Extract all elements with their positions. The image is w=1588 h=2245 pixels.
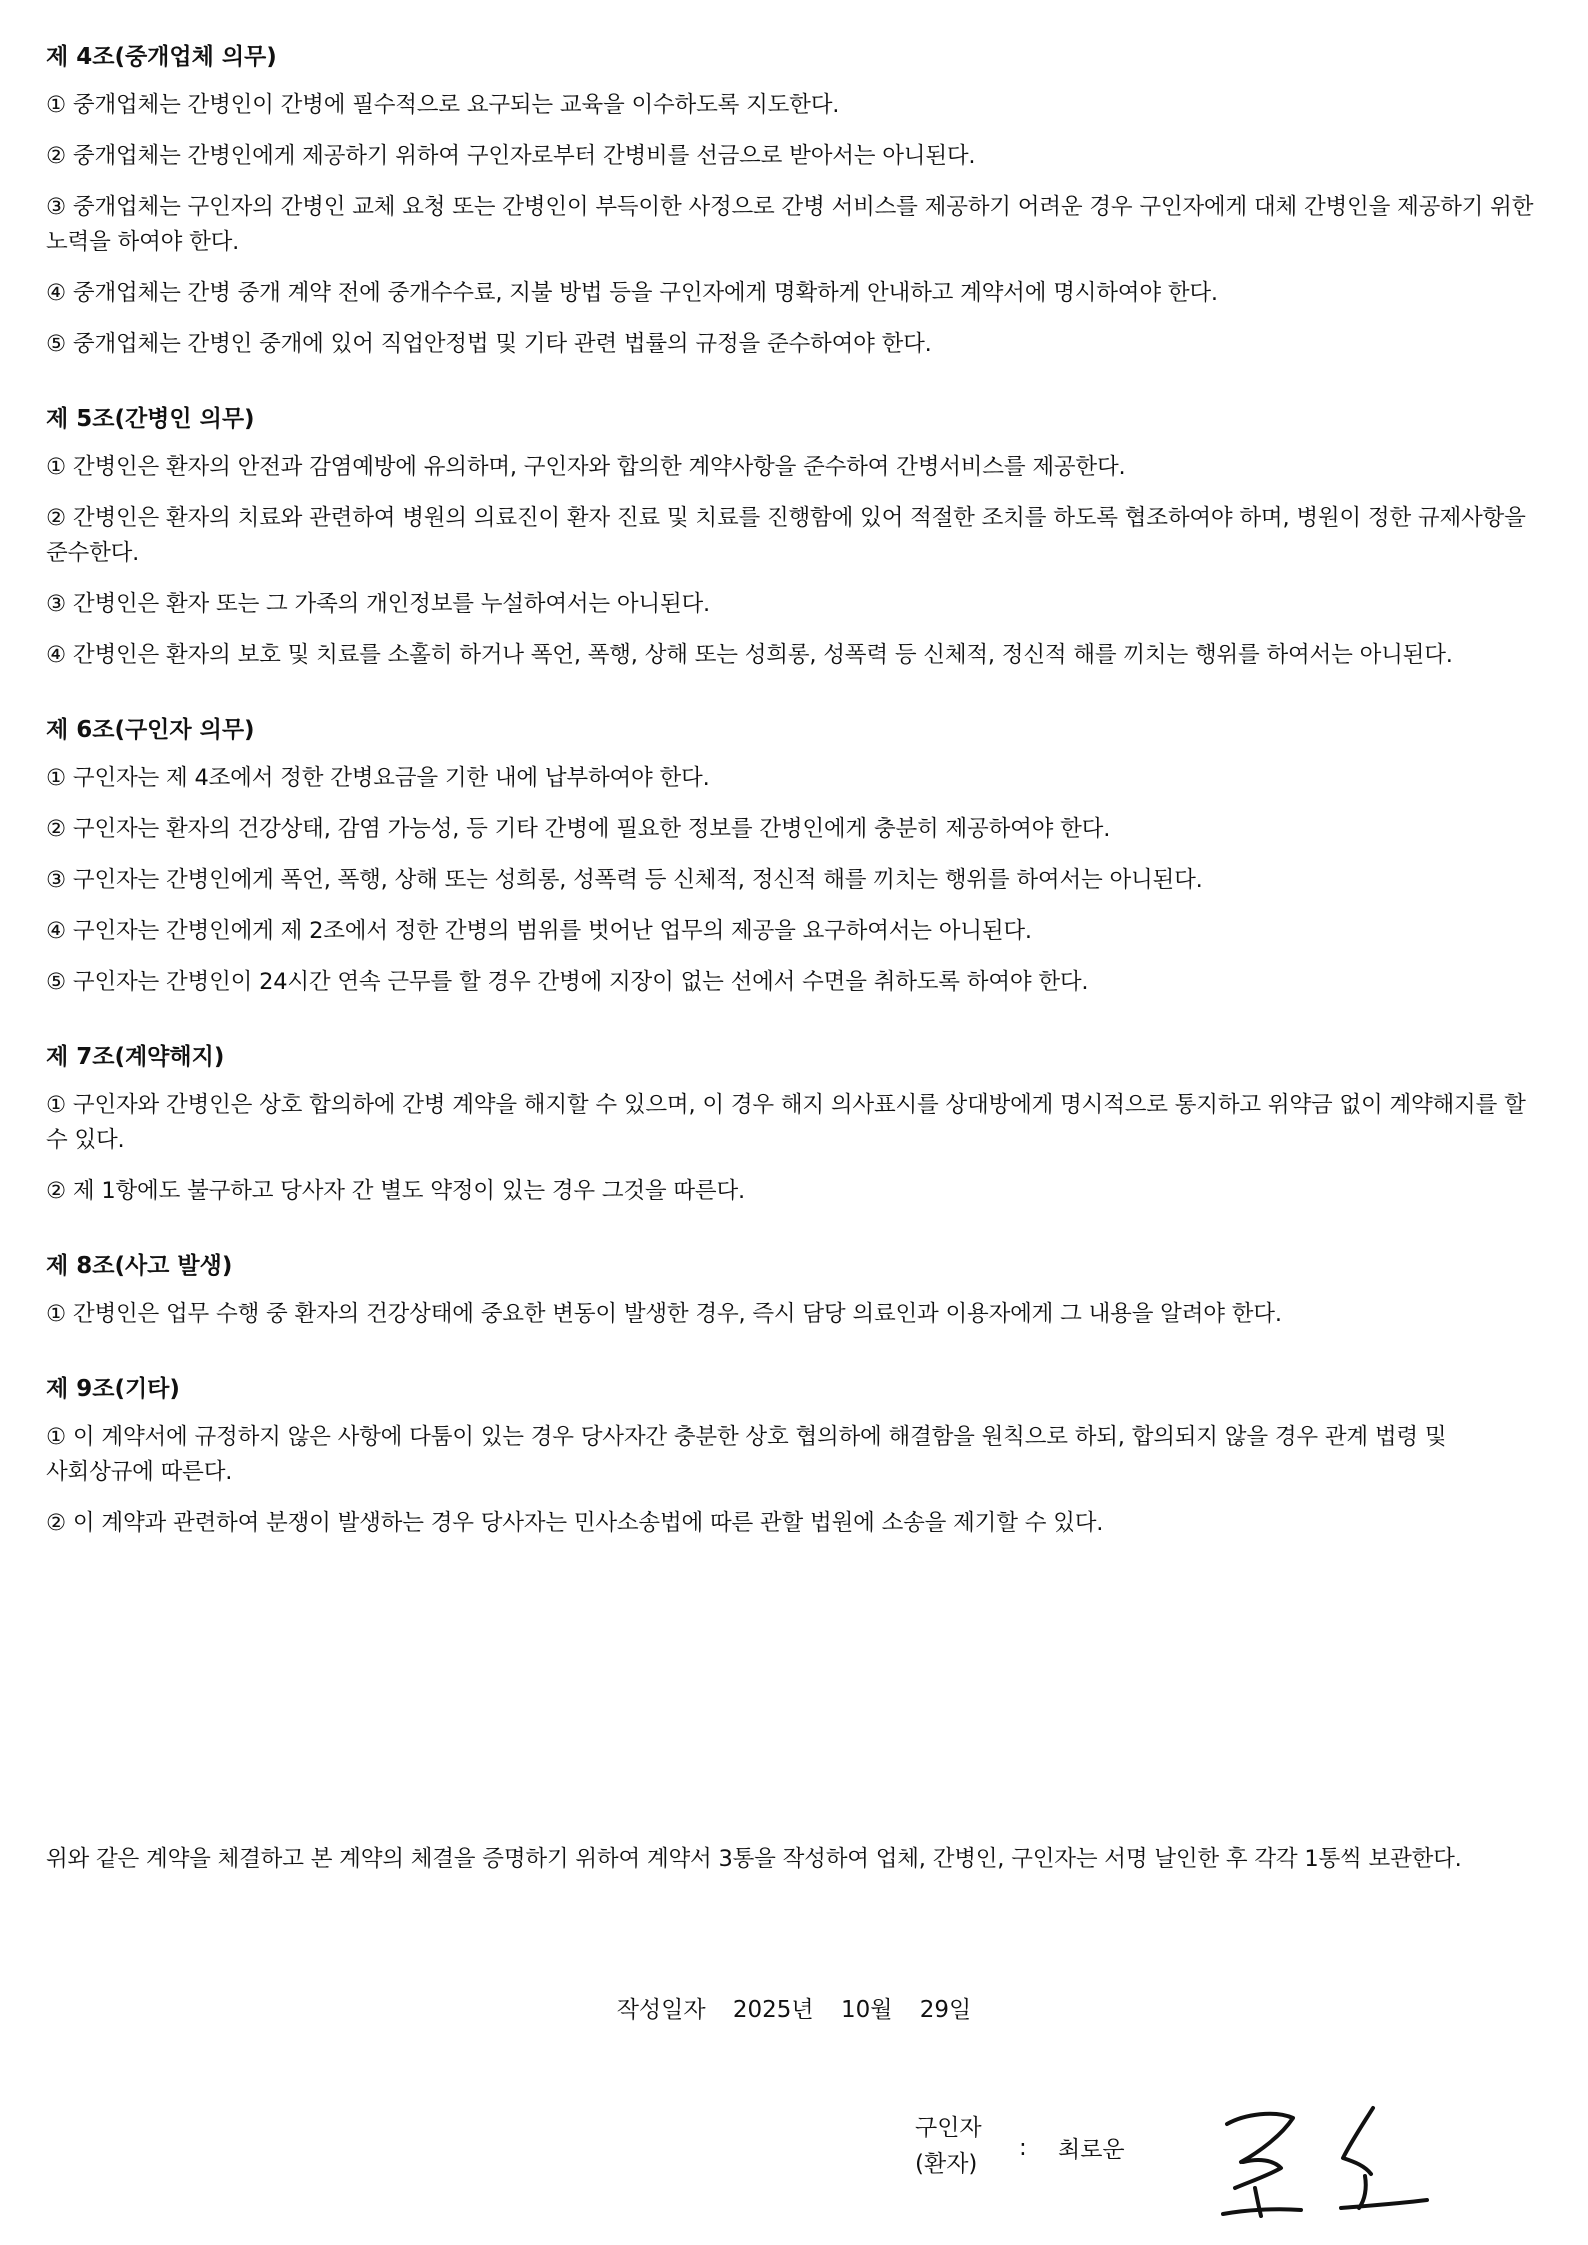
article-8 (46, 1249, 1551, 1332)
clause: ① 중개업체는 간병인이 간병에 필수적으로 요구되는 교육을 이수하도록 지도한다. (46, 92, 840, 118)
clause: ⑤ 중개업체는 간병인 중개에 있어 직업안정법 및 기타 관련 법률의 규정을 준수하여야 한다. (46, 331, 932, 357)
date-label: 작성일자 (616, 1997, 706, 2023)
clause: ② 제 1항에도 불구하고 당사자 간 별도 약정이 있는 경우 그것을 따른다. (46, 1178, 745, 1204)
article-9 (46, 1372, 1551, 1541)
clause: ② 중개업체는 간병인에게 제공하기 위하여 구인자로부터 간병비를 선금으로 받아서는 아니된다. (46, 143, 976, 169)
date-year: 2025년 (732, 1997, 814, 2023)
contract-body (46, 40, 1551, 1581)
date-day: 29일 (919, 1997, 972, 2023)
clause: ④ 중개업체는 간병 중개 계약 전에 중개수수료, 지불 방법 등을 구인자에게 명확하게 안내하고 계약서에 명시하여야 한다. (46, 280, 1218, 306)
clause: ① 간병인은 환자의 안전과 감염예방에 유의하며, 구인자와 합의한 계약사항을 준수하여 간병서비스를 제공한다. (46, 454, 1126, 480)
article-title: 제 9조(기타) (46, 1376, 180, 1402)
signer-role-line1: 구인자 (915, 2115, 982, 2141)
signer-name: 최로운 (1058, 2137, 1125, 2163)
clause: ④ 구인자는 간병인에게 제 2조에서 정한 간병의 범위를 벗어난 업무의 제공을 요구하여서는 아니된다. (46, 918, 1032, 944)
clause: ② 간병인은 환자의 치료와 관련하여 병원의 의료진이 환자 진료 및 치료를 진행함에 있어 적절한 조치를 하도록 협조하여야 하며, 병원이 정한 규제사항을 준수한다. (46, 505, 1526, 566)
date-month: 10월 (840, 1997, 893, 2023)
signature-block (915, 2110, 1475, 2230)
clause: ① 간병인은 업무 수행 중 환자의 건강상태에 중요한 변동이 발생한 경우, 즉시 담당 의료인과 이용자에게 그 내용을 알려야 한다. (46, 1301, 1282, 1327)
clause: ② 이 계약과 관련하여 분쟁이 발생하는 경우 당사자는 민사소송법에 따른 관할 법원에 소송을 제기할 수 있다. (46, 1510, 1104, 1536)
article-5 (46, 402, 1551, 673)
signature-colon: : (1019, 2135, 1027, 2161)
article-7 (46, 1040, 1551, 1209)
article-title: 제 5조(간병인 의무) (46, 406, 255, 432)
signer-role (915, 2110, 982, 2182)
article-title: 제 8조(사고 발생) (46, 1253, 233, 1279)
signer-role-line2: (환자) (915, 2151, 978, 2177)
closing-statement: 위와 같은 계약을 체결하고 본 계약의 체결을 증명하기 위하여 계약서 3통을 작성하여 업체, 간병인, 구인자는 서명 날인한 후 각각 1통씩 보관한다. (46, 1846, 1462, 1872)
article-title: 제 7조(계약해지) (46, 1044, 225, 1070)
handwritten-signature-icon (1215, 2096, 1445, 2226)
clause: ⑤ 구인자는 간병인이 24시간 연속 근무를 할 경우 간병에 지장이 없는 선에서 수면을 취하도록 하여야 한다. (46, 969, 1089, 995)
article-6 (46, 713, 1551, 1000)
clause: ③ 간병인은 환자 또는 그 가족의 개인정보를 누설하여서는 아니된다. (46, 591, 710, 617)
clause: ③ 구인자는 간병인에게 폭언, 폭행, 상해 또는 성희롱, 성폭력 등 신체적, 정신적 해를 끼치는 행위를 하여서는 아니된다. (46, 867, 1203, 893)
article-4 (46, 40, 1551, 362)
clause: ③ 중개업체는 구인자의 간병인 교체 요청 또는 간병인이 부득이한 사정으로 간병 서비스를 제공하기 어려운 경우 구인자에게 대체 간병인을 제공하기 위한 노력을 하여야 한다. (46, 194, 1534, 255)
date-line (0, 1992, 1588, 2028)
article-title: 제 4조(중개업체 의무) (46, 44, 277, 70)
clause: ② 구인자는 환자의 건강상태, 감염 가능성, 등 기타 간병에 필요한 정보를 간병인에게 충분히 제공하여야 한다. (46, 816, 1111, 842)
clause: ① 이 계약서에 규정하지 않은 사항에 다툼이 있는 경우 당사자간 충분한 상호 협의하에 해결함을 원칙으로 하되, 합의되지 않을 경우 관계 법령 및 사회상규에 따른다. (46, 1424, 1447, 1485)
clause: ① 구인자는 제 4조에서 정한 간병요금을 기한 내에 납부하여야 한다. (46, 765, 710, 791)
clause: ① 구인자와 간병인은 상호 합의하에 간병 계약을 해지할 수 있으며, 이 경우 해지 의사표시를 상대방에게 명시적으로 통지하고 위약금 없이 계약해지를 할 수 있다. (46, 1092, 1526, 1153)
article-title: 제 6조(구인자 의무) (46, 717, 255, 743)
clause: ④ 간병인은 환자의 보호 및 치료를 소홀히 하거나 폭언, 폭행, 상해 또는 성희롱, 성폭력 등 신체적, 정신적 해를 끼치는 행위를 하여서는 아니된다. (46, 642, 1453, 668)
